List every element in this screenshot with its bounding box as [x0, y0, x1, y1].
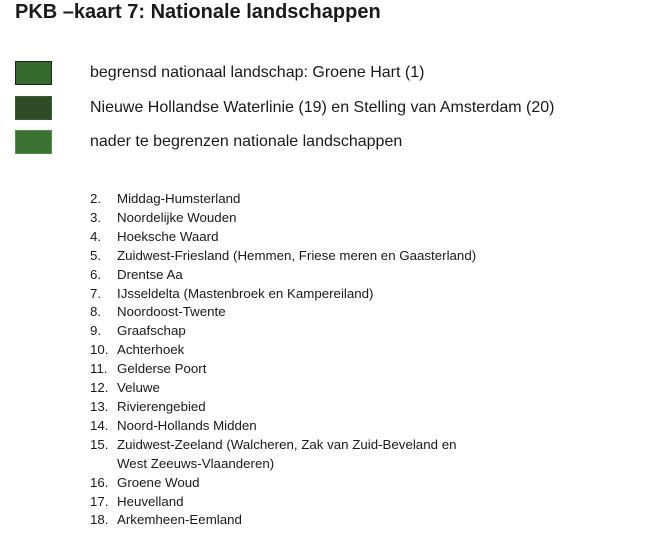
- list-item-continuation: [90, 455, 476, 474]
- item-number: 4.: [90, 228, 102, 244]
- item-name: Noordoost-Twente: [117, 304, 226, 320]
- item-name: Rivierengebied: [117, 398, 206, 414]
- item-number: 5.: [90, 247, 102, 263]
- list-item: [90, 209, 476, 228]
- item-number: 3.: [90, 209, 102, 225]
- list-item: [90, 511, 476, 530]
- item-number: 10.: [90, 342, 109, 358]
- item-name: Middag-Humsterland: [117, 191, 241, 206]
- list-item: [90, 436, 476, 455]
- legend-label: nader te begrenzen nationale landschappen: [90, 133, 403, 150]
- list-item: [90, 322, 476, 341]
- item-number: 17.: [90, 493, 109, 509]
- item-name: Gelderse Poort: [117, 361, 207, 377]
- item-name-continued: West Zeeuws-Vlaanderen): [117, 455, 275, 471]
- legend-label: Nieuwe Hollandse Waterlinie (19) en Stelling van Amsterdam (20): [90, 99, 555, 116]
- list-item: [90, 303, 476, 322]
- list-item: [90, 493, 476, 512]
- item-number: 15.: [90, 436, 109, 452]
- legend-item-groene-hart: [15, 60, 425, 86]
- item-number: 2.: [90, 191, 102, 206]
- item-name: Veluwe: [117, 380, 160, 396]
- item-number: 16.: [90, 474, 109, 490]
- list-item: [90, 285, 476, 304]
- item-name: Hoeksche Waard: [117, 228, 219, 244]
- item-name: Achterhoek: [117, 342, 185, 358]
- item-name: Noord-Hollands Midden: [117, 417, 257, 433]
- list-item: [90, 474, 476, 493]
- item-name: Arkemheen-Eemland: [117, 512, 242, 528]
- item-number: 8.: [90, 304, 102, 320]
- legend-swatch: [15, 96, 52, 120]
- item-number: 11.: [90, 361, 108, 377]
- legend-item-nader-te-begrenzen: [15, 129, 403, 155]
- list-item: [90, 247, 476, 266]
- list-item: [90, 379, 476, 398]
- legend-swatch: [15, 61, 52, 85]
- item-name: Groene Woud: [117, 474, 200, 490]
- item-name: Heuvelland: [117, 493, 184, 509]
- legend-swatch: [15, 130, 52, 154]
- list-item: [90, 190, 476, 209]
- list-item: [90, 398, 476, 417]
- item-number: 7.: [90, 285, 102, 301]
- item-name: IJsseldelta (Mastenbroek en Kampereiland): [117, 285, 374, 301]
- legend-item-waterlinie: [15, 95, 555, 121]
- item-number: 18.: [90, 512, 109, 528]
- item-number: 6.: [90, 266, 102, 282]
- legend-label: begrensd nationaal landschap: Groene Hart (1): [90, 64, 425, 81]
- list-item: [90, 341, 476, 360]
- list-item: [90, 417, 476, 436]
- item-name: Zuidwest-Friesland (Hemmen, Friese meren en Gaasterland): [117, 247, 477, 263]
- map-title: PKB –kaart 7: Nationale landschappen: [15, 1, 381, 23]
- landscape-list: [90, 190, 476, 530]
- item-number: 13.: [90, 398, 109, 414]
- list-item: [90, 360, 476, 379]
- item-number: 12.: [90, 380, 109, 396]
- list-item: [90, 266, 476, 285]
- item-name: Zuidwest-Zeeland (Walcheren, Zak van Zuid-Beveland en: [117, 436, 457, 452]
- item-name: Drentse Aa: [117, 266, 183, 282]
- item-name: Graafschap: [117, 323, 186, 339]
- item-number: 9.: [90, 323, 102, 339]
- item-name: Noordelijke Wouden: [117, 209, 237, 225]
- list-item: [90, 228, 476, 247]
- item-number: 14.: [90, 417, 109, 433]
